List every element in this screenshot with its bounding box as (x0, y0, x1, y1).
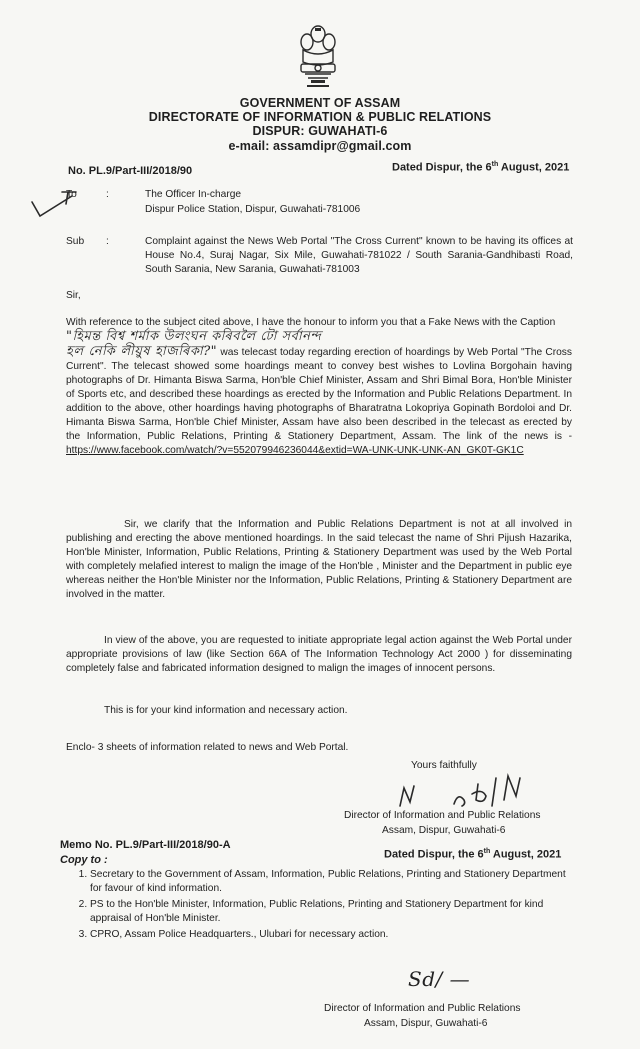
signature-icon (392, 770, 542, 814)
to-label: To (66, 189, 77, 200)
handwritten-caption: "হিমন্ত বিশ্ব শৰ্মাক উলংঘন কৰিবলৈ টো সৰ্বানন্দ (66, 329, 322, 344)
header-address: DISPUR: GUWAHATI-6 (252, 124, 388, 138)
copy-to-item: 1. Secretary to the Government of Assam, Information, Public Relations, Printing and Stationery Department for favour of kind information. (90, 868, 572, 896)
header-directorate: DIRECTORATE OF INFORMATION & PUBLIC RELATIONS (148, 110, 492, 124)
signatory-address-2: Assam, Dispur, Guwahati-6 (364, 1018, 488, 1029)
sd-mark: Sd/ — (408, 967, 471, 991)
signatory-designation: Director of Information and Public Relations (344, 810, 541, 821)
copy-to-item: 3. CPRO, Assam Police Headquarters., Ulubari for necessary action. (90, 928, 572, 942)
paragraph-3: In view of the above, you are requested to initiate appropriate legal action against the Web Portal under appropriate provisions of law (like Section 66A of The Information Technology Act 2000 ) for disseminating completely false and fabricated information designed to malign the images of innocent persons. (66, 635, 572, 674)
to-colon: : (106, 189, 109, 200)
salutation: Sir, (66, 290, 81, 301)
header-government: GOVERNMENT OF ASSAM (239, 96, 401, 110)
subject-text: Complaint against the News Web Portal "The Cross Current" known to be having its offices at House No.4, Suraj Nagar, Six Mile, Guwahati-781022 / South Sarania-Gandhibasti Road, South Sarania, New Sarania, Guwahati-781003 (145, 236, 573, 275)
copy-to-list (70, 868, 572, 944)
addressee-address: Dispur Police Station, Dispur, Guwahati-781006 (145, 204, 361, 215)
memo-date: Dated Dispur, the 6th August, 2021 (384, 848, 562, 861)
signatory-designation-2: Director of Information and Public Relations (324, 1003, 521, 1014)
information-line: This is for your kind information and necessary action. (104, 705, 348, 716)
signatory-address: Assam, Dispur, Guwahati-6 (382, 825, 506, 836)
letter-date: Dated Dispur, the 6th August, 2021 (392, 161, 570, 174)
copy-to-label: Copy to : (60, 854, 108, 866)
handwritten-caption-2: হল নেকি লীয়ুষ হাজৰিকা?" (66, 344, 218, 359)
news-link[interactable]: https://www.facebook.com/watch/?v=552079946236044&extid=WA-UNK-UNK-UNK-AN_GK0T-GK1C (66, 445, 524, 456)
paragraph-2: Sir, we clarify that the Information and Public Relations Department is not at all involved in publishing and erecting the above mentioned hoardings. In the said telecast the name of Shri Pijush Hazarika, Hon'ble Minister, Information, Public Relations, Printing & Stationery Department was used by the Web Portal with completely melafied interest to malign the image of the Hon'ble , Minister and the Department in public eye whereas neither the Hon'ble Minister nor the Information, Public Relations, Printing & Stationery Department are involved in the matter. (66, 519, 572, 600)
paragraph-1: With reference to the subject cited above, I have the honour to inform you that a Fake News with the Caption "হিমন্ত বিশ্ব শৰ্মাক উলংঘন কৰিবলৈ টো সৰ্বানন্দ হল নেকি লীয়ুষ হাজৰিকা?" was telecast today regarding erection of hoardings by Web Portal "The Cross Current". The telecast showed some hoardings meant to convey best wishes to Lovlina Borgohain having photographs of Dr. Himanta Biswa Sarma, Hon'ble Chief Minister, Assam and Shri Bimal Bora, Hon'ble Minister of Sports etc, and described these hoardings as erected by the Information and Public Relations Department. In addition to the above, other hoardings having photographs of Bharatratna Lokopriya Gopinath Bordoloi and Dr. Himanta Biswa Sarma, Hon'ble Chief Minister, Assam have also been described in the telecast as erected by the Information, Public Relations, Printing & Stationery Department, Assam. The link of the news is - https://www.facebook.com/watch/?v=552079946236044&extid=WA-UNK-UNK-UNK-AN_GK0T-GK1C (66, 317, 572, 456)
addressee-title: The Officer In-charge (145, 189, 242, 200)
memo-number: Memo No. PL.9/Part-III/2018/90-A (60, 839, 231, 851)
yours-faithfully: Yours faithfully (411, 760, 477, 771)
copy-to-item: 2. PS to the Hon'ble Minister, Information, Public Relations, Printing and Stationery Department for kind appraisal of Hon'ble Minister. (90, 898, 572, 926)
subject-label: Sub (66, 236, 85, 247)
header-email: e-mail: assamdipr@gmail.com (228, 139, 412, 153)
reference-number: No. PL.9/Part-III/2018/90 (68, 165, 193, 177)
state-emblem-icon (293, 22, 343, 92)
subject-colon: : (106, 236, 109, 247)
enclosure-line: Enclo- 3 sheets of information related to news and Web Portal. (66, 742, 349, 753)
